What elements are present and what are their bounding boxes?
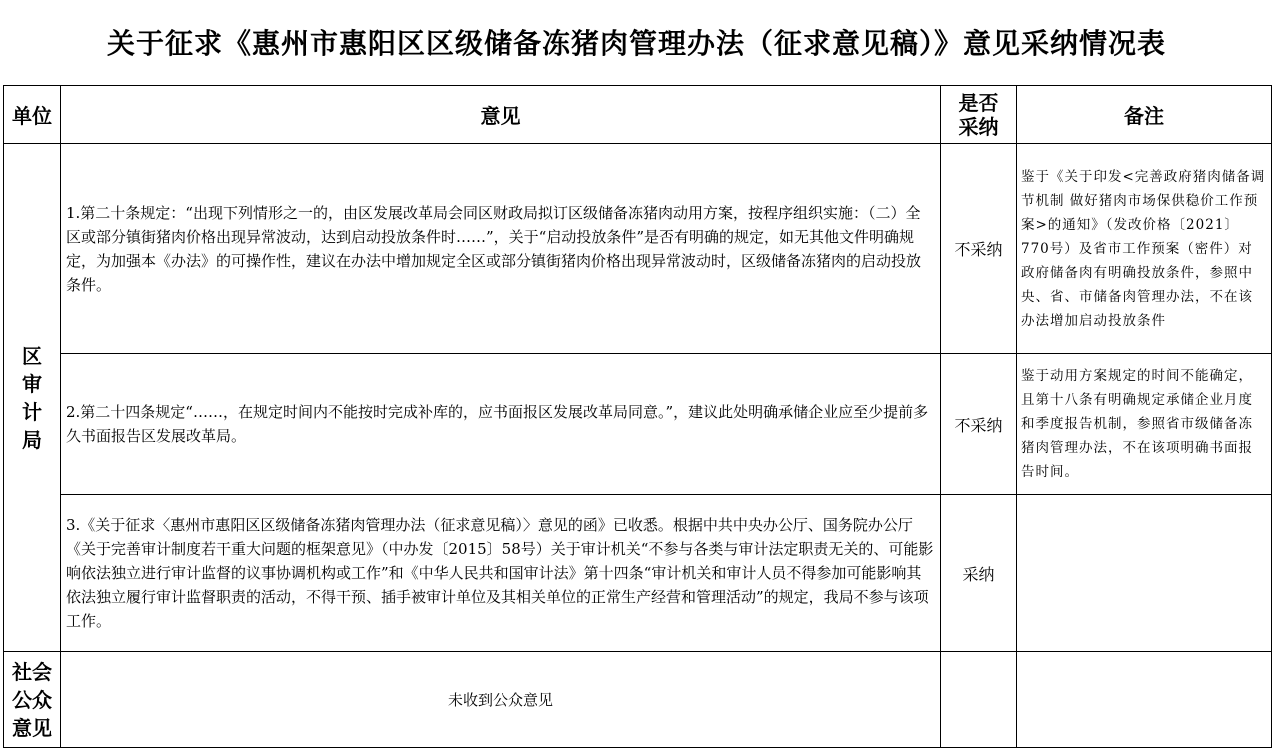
remark-cell	[1017, 495, 1272, 652]
table-row	[4, 144, 1272, 354]
remark-cell: 鉴于动用方案规定的时间不能确定，且第十八条有明确规定承储企业月度和季度报告机制，参照省市级储备冻猪肉管理办法，不在该项明确书面报告时间。	[1017, 354, 1272, 495]
table-row	[4, 652, 1272, 748]
adopted-cell: 采纳	[941, 495, 1017, 652]
header-unit: 单位	[4, 86, 61, 144]
adopted-cell	[941, 652, 1017, 748]
opinion-cell: 未收到公众意见	[61, 652, 941, 748]
table-row	[4, 354, 1272, 495]
unit-cell-audit: 区审计局	[4, 144, 61, 652]
header-adopted: 是否采纳	[941, 86, 1017, 144]
opinion-cell: 3.《关于征求〈惠州市惠阳区区级储备冻猪肉管理办法（征求意见稿）〉意见的函》已收悉。根据中共中央办公厅、国务院办公厅《关于完善审计制度若干重大问题的框架意见》（中办发〔2015〕58号）关于审计机关“不参与各类与审计法定职责无关的、可能影响依法独立进行审计监督的议事协调机构或工作”和《中华人民共和国审计法》第十四条“审计机关和审计人员不得参加可能影响其依法独立履行审计监督职责的活动，不得干预、插手被审计单位及其相关单位的正常生产经营和管理活动”的规定，我局不参与该项工作。	[61, 495, 941, 652]
table-header-row	[4, 86, 1272, 144]
adopted-cell: 不采纳	[941, 144, 1017, 354]
adopted-cell: 不采纳	[941, 354, 1017, 495]
remark-cell	[1017, 652, 1272, 748]
unit-cell-public: 社会公众意见	[4, 652, 61, 748]
table-row	[4, 495, 1272, 652]
opinion-table	[3, 85, 1272, 748]
header-remark: 备注	[1017, 86, 1272, 144]
opinion-cell: 2.第二十四条规定“……，在规定时间内不能按时完成补库的，应书面报区发展改革局同意。”，建议此处明确承储企业应至少提前多久书面报告区发展改革局。	[61, 354, 941, 495]
remark-cell: 鉴于《关于印发<完善政府猪肉储备调节机制 做好猪肉市场保供稳价工作预案>的通知》（发改价格〔2021〕770号）及省市工作预案（密件）对政府储备肉有明确投放条件，参照中央、省、市储备肉管理办法，不在该办法增加启动投放条件	[1017, 144, 1272, 354]
opinion-cell: 1.第二十条规定：“出现下列情形之一的，由区发展改革局会同区财政局拟订区级储备冻猪肉动用方案，按程序组织实施：（二）全区或部分镇街猪肉价格出现异常波动，达到启动投放条件时……”，关于“启动投放条件”是否有明确的规定，如无其他文件明确规定，为加强本《办法》的可操作性，建议在办法中增加规定全区或部分镇街猪肉价格出现异常波动时，区级储备冻猪肉的启动投放条件。	[61, 144, 941, 354]
header-opinion: 意见	[61, 86, 941, 144]
document-title: 关于征求《惠州市惠阳区区级储备冻猪肉管理办法（征求意见稿）》意见采纳情况表	[106, 27, 1166, 60]
